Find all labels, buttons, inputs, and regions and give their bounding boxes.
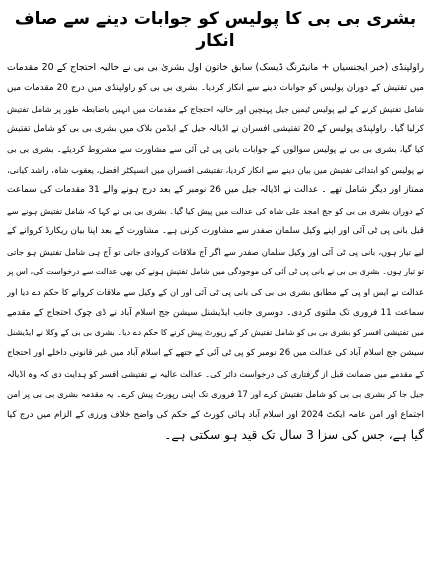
article-line: ممتاز اور دیگر شامل تھے ۔ عدالت نے اڈیالہ جیل میں 26 نومبر کے بعد درج ہونے والے 31 مقدمات کی سماعت — [7, 185, 424, 196]
article-line: میں تفتیشی افسر کو بشری بی بی کو شامل تفتیش کر کے رپورٹ پیش کرنے کا حکم دے دیا۔ بشری بی بی کے وکلا نے ایڈیشنل — [7, 328, 424, 338]
article-line: کے دوران بشری بی بی کو جج امجد علی شاہ کی عدالت میں پیش کیا گیا۔ بشری بی بی نے کہا کہ شامل تفتیش ہونے سے — [7, 205, 424, 216]
article-line: سیشن جج اسلام آباد کی عدالت میں 26 نومبر کو پی ٹی آئی کے جتھے کے اسلام آباد میں غیر قانونی داخلے اور احتجاج — [7, 348, 424, 359]
article-line: گیا ہے، جس کی سزا 3 سال تک قید ہو سکتی ہے۔ — [164, 428, 424, 443]
article-line: نے پولیس کو ابتدائی تفتیش میں بیان دینے سے انکار کردیا، تفتیشی افسران میں انسپکٹر افضل، یعقوب شاہ، راشد کیانی، — [7, 164, 424, 175]
article-line: کرلیا گیا۔ راولپنڈی پولیس کے 20 تفتیشی افسران نے اڈیالہ جیل کے ایڈمن بلاک میں بشری بی بی کو شامل تفتیش — [7, 124, 424, 135]
article-line: سماعت 11 فروری تک ملتوی کردی۔ دوسری جانب ایڈیشنل سیشن جج اسلام آباد نے ڈی چوک احتجاج کے مقدمے — [7, 307, 424, 318]
article-line: شامل تفتیش کرنے کے لیے پولیس ٹیمیں جیل پہنچیں اور حالیہ احتجاج کے مقدمات میں انہیں باضابطہ طور پر شامل تفتیش — [7, 103, 424, 114]
article-line: عدالت نے ایس او پی کے مطابق بشری بی بی کی بانی پی ٹی آئی اور ان کے وکیل سے ملاقات کروانے کا حکم دے دیا اور — [7, 287, 424, 298]
article-line: جیل جا کر بشری بی بی کو شامل تفتیش کرے اور 17 فروری تک اپنی رپورٹ پیش کرے۔ یہ مقدمہ بشری بی بی پر امن — [7, 389, 424, 400]
article-headline: بشری بی بی کا پولیس کو جوابات دینے سے صاف انکار — [14, 9, 417, 51]
article-line: تو تیار ہوں۔ بشری بی بی نے بانی پی ٹی آئی کی موجودگی میں شامل تفتیش ہونے کی بھی عدالت سے درخواست کی، اس پر — [7, 266, 424, 276]
article-line: قبل بانی پی ٹی آئی اور اپنے وکیل سلمان صفدر سے مشاورت کرنی ہے۔ مشاورت کے بعد اپنا بیان ریکارڈ کروانے کے — [7, 226, 424, 237]
article-line: لیے تیار ہوں، بانی پی ٹی آئی اور وکیل سلمان صفدر سے اگر آج ملاقات کروادی جاتی تو آج ہی شامل تفتیش ہو جاتی — [7, 246, 424, 257]
article-line: کے مقدمے میں ضمانت قبل از گرفتاری کی درخواست دائر کی۔ عدالت عالیہ نے تفتیشی افسر کو ہدایت دی کہ وہ اڈیالہ — [7, 368, 424, 379]
article-line: کیا گیا، بشری بی بی نے پولیس سوالوں کے جوابات بانی پی ٹی آئی سے مشاورت سے مشروط کردیئے۔ بشری بی بی — [7, 144, 424, 155]
article-line: اجتماع اور امن عامہ ایکٹ 2024 اور اسلام آباد ہائی کورٹ کے حکم کی واضح خلاف ورزی کے الزام میں درج کیا — [7, 409, 424, 420]
article-body — [7, 58, 424, 445]
article-line: راولپنڈی (خبر ایجنسیاں + مانیٹرنگ ڈیسک) سابق خاتون اول بشریٰ بی بی نے حالیہ احتجاج کے 20 مقدمات — [7, 62, 424, 73]
article-line: میں تفتیش کے دوران پولیس کو جوابات دینے سے انکار کردیا۔ بشری بی بی کو راولپنڈی میں درج 20 مقدمات میں — [7, 83, 424, 94]
